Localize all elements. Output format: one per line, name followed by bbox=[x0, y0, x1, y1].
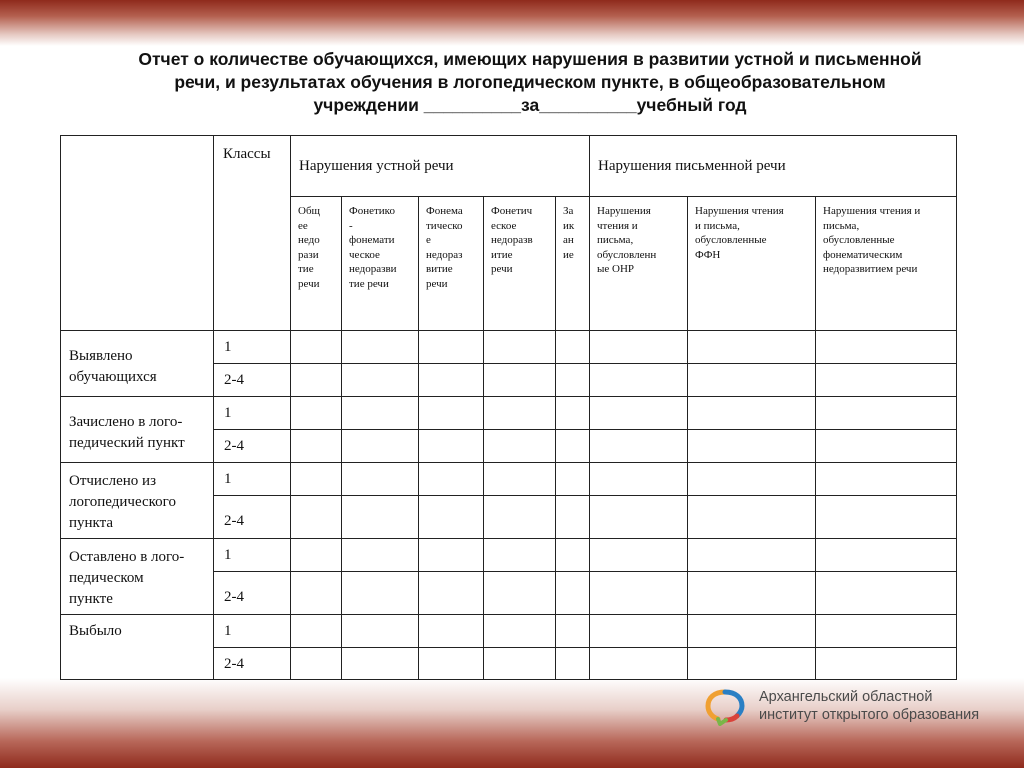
corner-cell bbox=[61, 136, 214, 331]
data-cell[interactable] bbox=[484, 496, 556, 539]
data-cell[interactable] bbox=[590, 615, 688, 648]
data-cell[interactable] bbox=[556, 397, 590, 430]
data-cell[interactable] bbox=[484, 430, 556, 463]
subheader-stuttering: За ик ан ие bbox=[563, 205, 575, 261]
data-cell[interactable] bbox=[342, 364, 419, 397]
data-cell[interactable] bbox=[688, 364, 816, 397]
oral-speech-header: Нарушения устной речи bbox=[291, 136, 590, 197]
report-table bbox=[60, 135, 957, 680]
data-cell[interactable] bbox=[291, 397, 342, 430]
data-cell[interactable] bbox=[419, 539, 484, 572]
data-cell[interactable] bbox=[556, 496, 590, 539]
data-cell[interactable] bbox=[419, 572, 484, 615]
data-cell[interactable] bbox=[484, 539, 556, 572]
data-cell[interactable] bbox=[556, 615, 590, 648]
data-cell[interactable] bbox=[484, 615, 556, 648]
subheader-onr: Нарушения чтения и письма, обусловленн ые ОНР bbox=[597, 205, 657, 275]
data-cell[interactable] bbox=[816, 648, 957, 680]
data-cell[interactable] bbox=[688, 496, 816, 539]
data-cell[interactable] bbox=[291, 648, 342, 680]
data-cell[interactable] bbox=[556, 648, 590, 680]
class-cell: 2-4 bbox=[224, 656, 244, 672]
data-cell[interactable] bbox=[419, 648, 484, 680]
data-cell[interactable] bbox=[688, 430, 816, 463]
data-cell[interactable] bbox=[419, 463, 484, 496]
data-cell[interactable] bbox=[342, 397, 419, 430]
subheader-phonemic-reading: Нарушения чтения и письма, обусловленные фонематическим недоразвитием речи bbox=[823, 205, 921, 275]
data-cell[interactable] bbox=[590, 430, 688, 463]
data-cell[interactable] bbox=[816, 430, 957, 463]
class-cell: 2-4 bbox=[224, 372, 244, 388]
data-cell[interactable] bbox=[291, 572, 342, 615]
data-cell[interactable] bbox=[484, 572, 556, 615]
class-cell: 1 bbox=[224, 405, 232, 421]
data-cell[interactable] bbox=[590, 364, 688, 397]
subheader-phonetic: Фонетич еское недоразв итие речи bbox=[491, 205, 533, 275]
table-row bbox=[61, 463, 957, 496]
data-cell[interactable] bbox=[419, 364, 484, 397]
row-label-dropped: Выбыло bbox=[69, 623, 122, 639]
data-cell[interactable] bbox=[816, 331, 957, 364]
written-speech-header: Нарушения письменной речи bbox=[590, 136, 957, 197]
data-cell[interactable] bbox=[484, 331, 556, 364]
data-cell[interactable] bbox=[688, 331, 816, 364]
data-cell[interactable] bbox=[688, 397, 816, 430]
data-cell[interactable] bbox=[590, 496, 688, 539]
table-row bbox=[61, 397, 957, 430]
data-cell[interactable] bbox=[556, 364, 590, 397]
data-cell[interactable] bbox=[419, 615, 484, 648]
data-cell[interactable] bbox=[291, 539, 342, 572]
data-cell[interactable] bbox=[816, 496, 957, 539]
data-cell[interactable] bbox=[816, 364, 957, 397]
subheader-general-underdevelopment: Общ ее недо рази тие речи bbox=[298, 205, 321, 290]
data-cell[interactable] bbox=[291, 430, 342, 463]
data-cell[interactable] bbox=[342, 430, 419, 463]
data-cell[interactable] bbox=[688, 572, 816, 615]
data-cell[interactable] bbox=[556, 572, 590, 615]
data-cell[interactable] bbox=[484, 397, 556, 430]
data-cell[interactable] bbox=[342, 463, 419, 496]
data-cell[interactable] bbox=[291, 496, 342, 539]
subheader-phonemic: Фонема тическо е недораз витие речи bbox=[426, 205, 463, 290]
data-cell[interactable] bbox=[484, 648, 556, 680]
data-cell[interactable] bbox=[816, 615, 957, 648]
data-cell[interactable] bbox=[688, 463, 816, 496]
data-cell[interactable] bbox=[484, 463, 556, 496]
org-name-line1: Архангельский областной bbox=[759, 689, 933, 705]
data-cell[interactable] bbox=[342, 572, 419, 615]
data-cell[interactable] bbox=[816, 572, 957, 615]
data-cell[interactable] bbox=[342, 539, 419, 572]
data-cell[interactable] bbox=[590, 331, 688, 364]
data-cell[interactable] bbox=[688, 648, 816, 680]
data-cell[interactable] bbox=[342, 615, 419, 648]
org-name-line2: институт открытого образования bbox=[759, 706, 980, 723]
table-row bbox=[61, 331, 957, 364]
row-label-identified: Выявлено обучающихся bbox=[69, 347, 157, 385]
class-cell: 2-4 bbox=[224, 513, 244, 529]
data-cell[interactable] bbox=[419, 397, 484, 430]
data-cell[interactable] bbox=[590, 539, 688, 572]
data-cell[interactable] bbox=[291, 364, 342, 397]
data-cell[interactable] bbox=[688, 615, 816, 648]
table-row bbox=[61, 539, 957, 572]
data-cell[interactable] bbox=[342, 648, 419, 680]
table-row bbox=[61, 615, 957, 648]
data-cell[interactable] bbox=[590, 648, 688, 680]
data-cell[interactable] bbox=[556, 331, 590, 364]
data-cell[interactable] bbox=[556, 430, 590, 463]
data-cell[interactable] bbox=[419, 496, 484, 539]
data-cell[interactable] bbox=[342, 331, 419, 364]
organization-name bbox=[759, 689, 979, 724]
class-cell: 1 bbox=[224, 339, 232, 355]
institute-logo-icon bbox=[704, 688, 746, 726]
class-cell: 1 bbox=[224, 471, 232, 487]
data-cell[interactable] bbox=[291, 615, 342, 648]
classes-header: Классы bbox=[214, 136, 291, 331]
data-cell[interactable] bbox=[342, 496, 419, 539]
class-cell: 2-4 bbox=[224, 589, 244, 605]
subheader-ffn: Нарушения чтения и письма, обусловленные ФФН bbox=[695, 205, 784, 261]
row-label-expelled: Отчислено из логопедического пункта bbox=[69, 473, 176, 531]
row-label-enrolled: Зачислено в лого- педический пункт bbox=[69, 413, 185, 451]
data-cell[interactable] bbox=[590, 397, 688, 430]
data-cell[interactable] bbox=[291, 463, 342, 496]
subheader-phonetic-phonemic: Фонетико - фонемати ческое недоразви тие речи bbox=[349, 205, 397, 290]
data-cell[interactable] bbox=[816, 539, 957, 572]
data-cell[interactable] bbox=[816, 397, 957, 430]
class-cell: 1 bbox=[224, 623, 232, 639]
data-cell[interactable] bbox=[291, 331, 342, 364]
data-cell[interactable] bbox=[556, 463, 590, 496]
data-cell[interactable] bbox=[590, 572, 688, 615]
row-label-retained: Оставлено в лого- педическом пункте bbox=[69, 549, 185, 607]
data-cell[interactable] bbox=[484, 364, 556, 397]
data-cell[interactable] bbox=[556, 539, 590, 572]
class-cell: 1 bbox=[224, 547, 232, 563]
data-cell[interactable] bbox=[816, 463, 957, 496]
top-gradient-band bbox=[0, 0, 1024, 46]
class-cell: 2-4 bbox=[224, 438, 244, 454]
data-cell[interactable] bbox=[419, 331, 484, 364]
data-cell[interactable] bbox=[688, 539, 816, 572]
data-cell[interactable] bbox=[590, 463, 688, 496]
data-cell[interactable] bbox=[419, 430, 484, 463]
page-title: Отчет о количестве обучающихся, имеющих нарушения в развитии устной и письменной речи, и результатах обучения в логопедическом пункте, в общеобразовательном учреждении __________за__________учебный год bbox=[138, 49, 922, 115]
